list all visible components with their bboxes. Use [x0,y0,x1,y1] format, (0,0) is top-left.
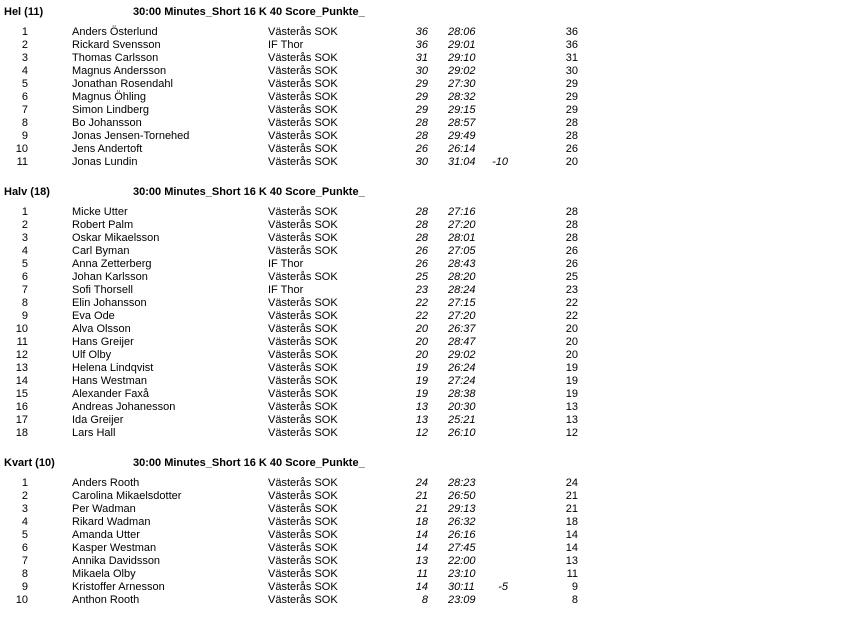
place-cell: 3 [21,52,28,64]
runner-name: Johan Karlsson [72,271,148,283]
runner-name: Anthon Rooth [72,594,140,606]
result-row [0,581,863,594]
total-cell: 9 [571,581,578,593]
total-cell: 22 [565,310,578,322]
total-cell: 13 [565,401,578,413]
total-cell: 18 [565,516,578,528]
section-title: Kvart (10) [4,457,55,469]
score-cell: 12 [415,427,428,439]
total-cell: 14 [565,529,578,541]
runner-name: Sofi Thorsell [72,284,133,296]
club-name: Västerås SOK [268,516,338,528]
place-cell: 6 [21,91,28,103]
runner-name: Hans Westman [72,375,147,387]
place-cell: 14 [15,375,28,387]
result-row [0,503,863,516]
club-name: IF Thor [268,284,304,296]
club-name: Västerås SOK [268,568,338,580]
time-cell: 28:01 [448,232,476,244]
runner-name: Kristoffer Arnesson [72,581,165,593]
club-name: Västerås SOK [268,206,338,218]
result-row [0,104,863,117]
place-cell: 6 [21,271,28,283]
place-cell: 11 [16,336,28,348]
result-row [0,232,863,245]
score-cell: 26 [415,258,428,270]
time-cell: 26:50 [448,490,476,502]
result-row [0,427,863,440]
club-name: IF Thor [268,258,304,270]
place-cell: 4 [21,65,28,77]
total-cell: 20 [565,323,578,335]
score-cell: 21 [415,503,428,515]
club-name: Västerås SOK [268,323,338,335]
score-cell: 19 [415,375,428,387]
score-cell: 28 [415,130,428,142]
total-cell: 19 [565,375,578,387]
runner-name: Amanda Utter [72,529,140,541]
score-cell: 25 [415,271,428,283]
score-cell: 19 [415,388,428,400]
result-row [0,555,863,568]
result-row [0,130,863,143]
time-cell: 27:45 [448,542,476,554]
place-cell: 5 [21,258,28,270]
total-cell: 20 [565,336,578,348]
score-cell: 14 [415,581,428,593]
total-cell: 14 [565,542,578,554]
club-name: Västerås SOK [268,362,338,374]
section-course: 30:00 Minutes_Short 16 K 40 Score_Punkte_ [133,186,365,198]
place-cell: 10 [15,143,28,155]
results-list [0,206,863,440]
score-cell: 11 [416,568,428,580]
score-cell: 13 [415,414,428,426]
score-cell: 20 [415,323,428,335]
runner-name: Thomas Carlsson [72,52,159,64]
total-cell: 12 [565,427,578,439]
score-cell: 18 [415,516,428,528]
place-cell: 12 [15,349,28,361]
result-row [0,271,863,284]
runner-name: Magnus Andersson [72,65,167,77]
club-name: Västerås SOK [268,78,338,90]
score-cell: 20 [415,349,428,361]
time-cell: 28:38 [448,388,476,400]
runner-name: Eva Ode [72,310,115,322]
runner-name: Bo Johansson [72,117,142,129]
time-cell: 31:04 [448,156,476,168]
total-cell: 25 [565,271,578,283]
score-cell: 28 [415,219,428,231]
club-name: Västerås SOK [268,427,338,439]
score-cell: 24 [415,477,428,489]
total-cell: 23 [565,284,578,296]
runner-name: Ulf Olby [72,349,112,361]
result-row [0,26,863,39]
result-row [0,65,863,78]
club-name: Västerås SOK [268,245,338,257]
runner-name: Robert Palm [72,219,134,231]
place-cell: 17 [15,414,28,426]
score-cell: 14 [415,542,428,554]
time-cell: 26:37 [448,323,476,335]
place-cell: 18 [15,427,28,439]
club-name: Västerås SOK [268,503,338,515]
club-name: Västerås SOK [268,232,338,244]
time-cell: 22:00 [448,555,476,567]
time-cell: 29:49 [448,130,476,142]
club-name: Västerås SOK [268,529,338,541]
time-cell: 27:30 [448,78,476,90]
time-cell: 27:05 [448,245,476,257]
club-name: Västerås SOK [268,542,338,554]
club-name: Västerås SOK [268,477,338,489]
runner-name: Jonas Jensen-Tornehed [72,130,190,142]
time-cell: 27:20 [448,219,476,231]
total-cell: 36 [565,39,578,51]
score-cell: 36 [415,26,428,38]
time-cell: 26:10 [448,427,476,439]
place-cell: 3 [21,503,28,515]
club-name: IF Thor [268,39,304,51]
place-cell: 1 [21,206,28,218]
club-name: Västerås SOK [268,143,338,155]
result-row [0,245,863,258]
total-cell: 22 [565,297,578,309]
score-cell: 8 [421,594,428,606]
place-cell: 9 [21,130,28,142]
place-cell: 2 [21,219,28,231]
time-cell: 29:15 [448,104,476,116]
time-cell: 27:15 [448,297,476,309]
time-cell: 29:13 [448,503,476,515]
place-cell: 8 [21,117,28,129]
penalty-cell: -10 [492,156,508,168]
place-cell: 2 [21,490,28,502]
time-cell: 28:43 [448,258,476,270]
club-name: Västerås SOK [268,26,338,38]
result-row [0,39,863,52]
total-cell: 13 [565,555,578,567]
result-row [0,143,863,156]
time-cell: 23:10 [448,568,476,580]
total-cell: 20 [565,156,578,168]
runner-name: Jens Andertoft [72,143,143,155]
time-cell: 26:32 [448,516,476,528]
section-title: Hel (11) [4,6,44,18]
score-cell: 28 [415,206,428,218]
place-cell: 1 [21,26,28,38]
total-cell: 29 [565,78,578,90]
section-course: 30:00 Minutes_Short 16 K 40 Score_Punkte_ [133,6,365,18]
place-cell: 8 [21,297,28,309]
runner-name: Anders Österlund [72,26,158,38]
runner-name: Helena Lindqvist [72,362,154,374]
runner-name: Carl Byman [72,245,130,257]
runner-name: Anna Zetterberg [72,258,152,270]
time-cell: 30:11 [448,581,475,593]
total-cell: 26 [565,245,578,257]
score-cell: 30 [415,156,428,168]
score-cell: 28 [415,117,428,129]
runner-name: Alexander Faxå [72,388,150,400]
club-name: Västerås SOK [268,310,338,322]
runner-name: Per Wadman [72,503,136,515]
result-row [0,219,863,232]
result-row [0,516,863,529]
runner-name: Annika Davidsson [72,555,161,567]
runner-name: Anders Rooth [72,477,140,489]
time-cell: 20:30 [448,401,476,413]
score-cell: 22 [415,310,428,322]
club-name: Västerås SOK [268,219,338,231]
result-row [0,284,863,297]
runner-name: Mikaela Olby [72,568,136,580]
place-cell: 1 [21,477,28,489]
result-row [0,323,863,336]
time-cell: 26:14 [448,143,476,155]
place-cell: 5 [21,529,28,541]
runner-name: Kasper Westman [72,542,157,554]
time-cell: 29:02 [448,349,476,361]
results-list [0,477,863,607]
runner-name: Magnus Öhling [72,91,146,103]
section-course: 30:00 Minutes_Short 16 K 40 Score_Punkte_ [133,457,365,469]
result-row [0,310,863,323]
score-cell: 29 [415,91,428,103]
place-cell: 4 [21,516,28,528]
place-cell: 6 [21,542,28,554]
place-cell: 8 [21,568,28,580]
result-row [0,349,863,362]
time-cell: 27:16 [448,206,476,218]
club-name: Västerås SOK [268,91,338,103]
club-name: Västerås SOK [268,555,338,567]
time-cell: 29:10 [448,52,476,64]
time-cell: 28:23 [448,477,476,489]
score-cell: 23 [415,284,428,296]
runner-name: Oskar Mikaelsson [72,232,160,244]
score-cell: 14 [415,529,428,541]
total-cell: 31 [565,52,578,64]
club-name: Västerås SOK [268,297,338,309]
place-cell: 9 [21,310,28,322]
club-name: Västerås SOK [268,581,338,593]
place-cell: 10 [15,594,28,606]
place-cell: 7 [21,555,28,567]
runner-name: Elin Johansson [72,297,147,309]
club-name: Västerås SOK [268,490,338,502]
result-row [0,490,863,503]
total-cell: 28 [565,117,578,129]
place-cell: 15 [15,388,28,400]
score-cell: 13 [415,555,428,567]
results-list [0,26,863,169]
place-cell: 2 [21,39,28,51]
time-cell: 28:20 [448,271,476,283]
club-name: Västerås SOK [268,52,338,64]
total-cell: 30 [565,65,578,77]
score-cell: 28 [415,232,428,244]
club-name: Västerås SOK [268,271,338,283]
runner-name: Jonathan Rosendahl [72,78,173,90]
runner-name: Andreas Johanesson [72,401,176,413]
time-cell: 23:09 [448,594,476,606]
club-name: Västerås SOK [268,349,338,361]
total-cell: 29 [565,91,578,103]
total-cell: 24 [565,477,578,489]
score-cell: 29 [415,104,428,116]
result-row [0,529,863,542]
time-cell: 28:57 [448,117,476,129]
result-row [0,156,863,169]
penalty-cell: -5 [498,581,508,593]
total-cell: 19 [565,362,578,374]
runner-name: Rikard Wadman [72,516,151,528]
runner-name: Ida Greijer [72,414,124,426]
score-cell: 22 [415,297,428,309]
time-cell: 25:21 [448,414,476,426]
time-cell: 26:16 [448,529,476,541]
club-name: Västerås SOK [268,594,338,606]
total-cell: 11 [566,568,578,580]
time-cell: 28:24 [448,284,476,296]
place-cell: 7 [21,104,28,116]
club-name: Västerås SOK [268,65,338,77]
result-row [0,336,863,349]
section-title: Halv (18) [4,186,50,198]
score-cell: 26 [415,245,428,257]
club-name: Västerås SOK [268,375,338,387]
result-row [0,297,863,310]
time-cell: 26:24 [448,362,476,374]
total-cell: 26 [565,258,578,270]
runner-name: Rickard Svensson [72,39,161,51]
result-row [0,414,863,427]
result-row [0,91,863,104]
result-row [0,568,863,581]
result-row [0,117,863,130]
time-cell: 28:47 [448,336,476,348]
runner-name: Jonas Lundin [72,156,138,168]
score-cell: 20 [415,336,428,348]
runner-name: Carolina Mikaelsdotter [72,490,182,502]
runner-name: Hans Greijer [72,336,134,348]
time-cell: 28:06 [448,26,476,38]
club-name: Västerås SOK [268,336,338,348]
score-cell: 30 [415,65,428,77]
runner-name: Lars Hall [72,427,116,439]
club-name: Västerås SOK [268,130,338,142]
time-cell: 27:20 [448,310,476,322]
result-row [0,477,863,490]
time-cell: 29:01 [448,39,476,51]
total-cell: 21 [565,503,578,515]
result-row [0,206,863,219]
place-cell: 9 [21,581,28,593]
place-cell: 16 [15,401,28,413]
total-cell: 28 [565,219,578,231]
result-row [0,542,863,555]
score-cell: 26 [415,143,428,155]
total-cell: 29 [565,104,578,116]
place-cell: 7 [21,284,28,296]
total-cell: 20 [565,349,578,361]
club-name: Västerås SOK [268,156,338,168]
total-cell: 28 [565,232,578,244]
place-cell: 5 [21,78,28,90]
total-cell: 36 [565,26,578,38]
result-row [0,401,863,414]
score-cell: 13 [415,401,428,413]
club-name: Västerås SOK [268,117,338,129]
result-row [0,362,863,375]
result-row [0,388,863,401]
result-row [0,258,863,271]
time-cell: 27:24 [448,375,476,387]
total-cell: 13 [565,414,578,426]
time-cell: 28:32 [448,91,476,103]
score-cell: 31 [415,52,428,64]
time-cell: 29:02 [448,65,476,77]
total-cell: 19 [565,388,578,400]
place-cell: 4 [21,245,28,257]
total-cell: 8 [571,594,578,606]
total-cell: 28 [565,130,578,142]
runner-name: Alva Olsson [72,323,131,335]
total-cell: 21 [565,490,578,502]
runner-name: Micke Utter [72,206,128,218]
score-cell: 36 [415,39,428,51]
total-cell: 26 [565,143,578,155]
score-cell: 29 [415,78,428,90]
place-cell: 10 [15,323,28,335]
result-row [0,78,863,91]
club-name: Västerås SOK [268,104,338,116]
result-row [0,375,863,388]
club-name: Västerås SOK [268,401,338,413]
score-cell: 21 [415,490,428,502]
club-name: Västerås SOK [268,414,338,426]
place-cell: 11 [16,156,28,168]
result-row [0,594,863,607]
result-row [0,52,863,65]
club-name: Västerås SOK [268,388,338,400]
score-cell: 19 [415,362,428,374]
total-cell: 28 [565,206,578,218]
place-cell: 13 [15,362,28,374]
runner-name: Simon Lindberg [72,104,150,116]
place-cell: 3 [21,232,28,244]
